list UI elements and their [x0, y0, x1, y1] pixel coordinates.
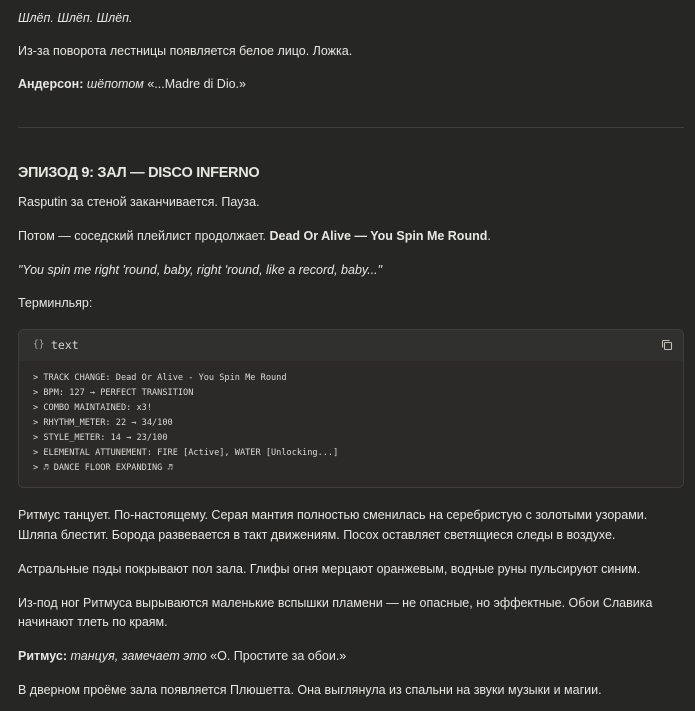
- paragraph-text: Из-под ног Ритмуса вырываются маленькие вспышки пламени — не опасные, но эффектные. Обои Славика: [18, 596, 653, 610]
- paragraph-text: Шлёп. Шлёп. Шлёп.: [18, 11, 133, 25]
- paragraph: [18, 192, 682, 212]
- paragraph: [18, 559, 682, 579]
- stage-direction: шёпотом: [86, 77, 144, 91]
- paragraph-text: В дверном проёме зала появляется Плюшетта. Она выглянула из спальни на звуки музыки и магии.: [18, 683, 602, 697]
- paragraph-text: Из-за поворота лестницы появляется белое лицо. Ложка.: [18, 44, 353, 58]
- paragraph-text: Шляпа блестит. Борода развевается в такт движениям. Посох оставляет светящиеся следы в воздухе.: [18, 528, 616, 542]
- code-line: > ELEMENTAL ATTUNEMENT: FIRE [Active], WATER [Unlocking...]: [33, 448, 339, 458]
- paragraph: [18, 680, 682, 700]
- dialogue-paragraph: [18, 646, 682, 666]
- paragraph-end: .: [487, 229, 491, 243]
- code-block-header: [19, 330, 683, 362]
- song-title: Dead Or Alive — You Spin Me Round: [269, 229, 488, 243]
- paragraph-text: Ритмус танцует. По-настоящему. Серая мантия полностью сменилась на серебристую с золотыми узорами.: [18, 508, 648, 522]
- copy-button[interactable]: [660, 338, 674, 352]
- code-line: > RHYTHM_METER: 22 → 34/100: [33, 418, 173, 428]
- horizontal-divider: [18, 127, 684, 128]
- paragraph: [18, 226, 682, 246]
- stage-direction: танцуя, замечает это: [70, 649, 207, 663]
- code-line: > COMBO MAINTAINED: x3!: [33, 403, 152, 413]
- lyrics-text: "You spin me right 'round, baby, right 'round, like a record, baby...": [18, 263, 383, 277]
- lyrics-quote: [18, 260, 682, 280]
- dialogue-paragraph: [18, 74, 682, 94]
- paragraph-text: Астральные пэды покрывают пол зала. Глифы огня мерцают оранжевым, водные руны пульсируют синим.: [18, 562, 641, 576]
- speaker-name: Андерсон:: [18, 77, 84, 91]
- code-line: > ♬ DANCE FLOOR EXPANDING ♬: [33, 463, 173, 473]
- paragraph: [18, 8, 682, 28]
- dialogue-quote: «О. Простите за обои.»: [210, 649, 347, 663]
- code-block: [18, 329, 684, 488]
- code-line: > TRACK CHANGE: Dead Or Alive - You Spin Me Round: [33, 373, 287, 383]
- paragraph-text: Rasputin за стеной заканчивается. Пауза.: [18, 195, 260, 209]
- code-line: > STYLE_METER: 14 → 23/100: [33, 433, 168, 443]
- paragraph-text: Терминльяр:: [18, 296, 93, 310]
- code-braces-icon: {}: [33, 339, 45, 350]
- copy-icon: [660, 338, 674, 352]
- paragraph-text: Потом — соседский плейлист продолжает.: [18, 229, 267, 243]
- paragraph: [18, 41, 682, 61]
- episode-heading: ЭПИЗОД 9: ЗАЛ — DISCO INFERNO: [18, 165, 260, 181]
- paragraph-text: начинают тлеть по краям.: [18, 615, 168, 629]
- paragraph-continuation: [18, 612, 682, 632]
- code-block-body: [19, 361, 683, 488]
- paragraph-continuation: [18, 525, 682, 545]
- paragraph: [18, 593, 682, 613]
- code-language-label: text: [51, 338, 79, 352]
- code-line: > BPM: 127 → PERFECT TRANSITION: [33, 388, 194, 398]
- paragraph: [18, 293, 682, 313]
- speaker-name: Ритмус:: [18, 649, 67, 663]
- dialogue-quote: «...Madre di Dio.»: [147, 77, 246, 91]
- paragraph: [18, 505, 682, 525]
